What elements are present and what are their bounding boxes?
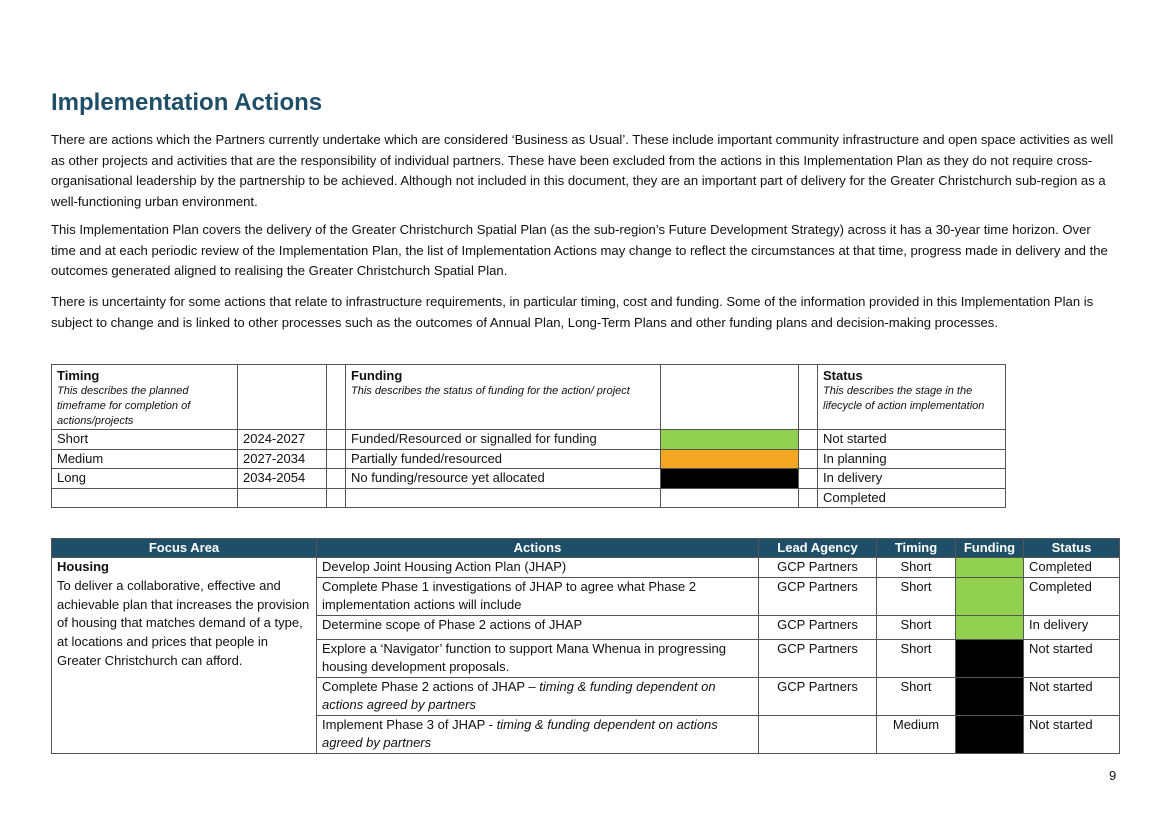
status-legend-header — [818, 365, 1006, 430]
timing-label: Long — [52, 469, 238, 489]
timing-legend-title: Timing — [57, 368, 100, 383]
timing-cell: Medium — [877, 715, 956, 753]
status-cell: Completed — [1024, 558, 1120, 578]
funding-legend-header — [346, 365, 661, 430]
legend-blank-cell — [661, 365, 799, 430]
funding-indicator — [956, 639, 1024, 677]
funding-legend-title: Funding — [351, 368, 403, 383]
funding-indicator — [956, 677, 1024, 715]
legend-spacer-cell — [327, 488, 346, 508]
lead-agency-cell: GCP Partners — [759, 577, 877, 615]
action-note: timing & funding dependent on actions agreed by partners — [322, 678, 716, 712]
status-cell: In delivery — [1024, 615, 1120, 639]
action-cell — [317, 639, 759, 677]
focus-area-desc: To deliver a collaborative, effective and achievable plan that increases the provision of housing that matches demand of a type, at locations and prices that people in Greater Christchurch can afford. — [57, 577, 310, 668]
funding-legend-desc: This describes the status of funding for the action/ project — [351, 385, 630, 397]
timing-range: 2027-2034 — [238, 449, 327, 469]
status-cell: Not started — [1024, 715, 1120, 753]
funding-indicator — [956, 577, 1024, 615]
intro-paragraph-2: This Implementation Plan covers the delivery of the Greater Christchurch Spatial Plan (as the sub-region’s Future Development Strategy) across it has a 30-year time horizon. Over time and at each periodic review of the Implementation Plan, the list of Implementation Actions may change to reflect the circumstances at that time, progress made in delivery and the outcomes generated aligned to realising the Greater Christchurch Spatial Plan. — [51, 222, 1108, 278]
timing-cell: Short — [877, 577, 956, 615]
status-legend-title: Status — [823, 368, 863, 383]
legend-blank-cell — [661, 488, 799, 508]
status-legend-desc: This describes the stage in the lifecycle of action implementation — [823, 385, 985, 412]
action-text: Complete Phase 1 investigations of JHAP to agree what Phase 2 implementation actions will include — [322, 578, 697, 612]
funding-swatch-funded — [661, 430, 799, 450]
legend-spacer-cell — [799, 430, 818, 450]
lead-agency-cell: GCP Partners — [759, 558, 877, 578]
funding-label: Partially funded/resourced — [346, 449, 661, 469]
action-cell — [317, 577, 759, 615]
action-text: Complete Phase 2 actions of JHAP – — [322, 678, 540, 694]
legend-spacer-cell — [799, 449, 818, 469]
intro-paragraph-3: There is uncertainty for some actions that relate to infrastructure requirements, in particular timing, cost and funding. Some of the information provided in this Implementation Plan is subject to change and is linked to other processes such as the outcomes of Annual Plan, Long-Term Plans and other funding plans and decision-making processes. — [51, 294, 1094, 330]
action-text: Determine scope of Phase 2 actions of JHAP — [322, 616, 583, 632]
legend-spacer-cell — [327, 449, 346, 469]
legend-row — [52, 469, 1006, 489]
actions-header-row — [52, 539, 1120, 558]
action-text: Implement Phase 3 of JHAP - — [322, 716, 497, 732]
timing-cell: Short — [877, 615, 956, 639]
lead-agency-cell — [759, 715, 877, 753]
legend-row — [52, 449, 1006, 469]
status-cell: Completed — [1024, 577, 1120, 615]
legend-spacer-cell — [327, 430, 346, 450]
status-label: In planning — [818, 449, 1006, 469]
legend-blank-cell — [346, 488, 661, 508]
funding-indicator — [956, 715, 1024, 753]
funding-label: No funding/resource yet allocated — [346, 469, 661, 489]
legend-blank-cell — [52, 488, 238, 508]
legend-spacer-cell — [327, 469, 346, 489]
timing-cell: Short — [877, 558, 956, 578]
action-note: timing & funding dependent on actions agreed by partners — [322, 716, 718, 750]
action-text: Develop Joint Housing Action Plan (JHAP) — [322, 559, 567, 574]
timing-range: 2034-2054 — [238, 469, 327, 489]
focus-area-title: Housing — [57, 559, 109, 574]
timing-label: Medium — [52, 449, 238, 469]
page-title: Implementation Actions — [51, 89, 323, 116]
timing-cell: Short — [877, 639, 956, 677]
focus-area-cell — [52, 558, 317, 754]
legend-blank-cell — [238, 365, 327, 430]
funding-swatch-partial — [661, 449, 799, 469]
header-timing: Timing — [877, 539, 956, 558]
legend-row — [52, 430, 1006, 450]
intro-paragraph-1: There are actions which the Partners currently undertake which are considered ‘Business as Usual’. These include important community infrastructure and open space activities as well as other projects and activities that are the responsibility of individual partners. These have been excluded from the actions in this Implementation Plan as they do not require cross-organisational leadership by the partnership to be achieved. Although not included in this document, they are an important part of delivery for the Greater Christchurch sub-region as a well-functioning urban environment. — [51, 132, 1114, 209]
action-cell — [317, 615, 759, 639]
funding-indicator — [956, 558, 1024, 578]
header-status: Status — [1024, 539, 1120, 558]
status-cell: Not started — [1024, 677, 1120, 715]
actions-table — [51, 538, 1120, 754]
legend-spacer-cell — [799, 365, 818, 430]
header-funding: Funding — [956, 539, 1024, 558]
lead-agency-cell: GCP Partners — [759, 615, 877, 639]
funding-label: Funded/Resourced or signalled for funding — [346, 430, 661, 450]
funding-indicator — [956, 615, 1024, 639]
legend-spacer-cell — [327, 365, 346, 430]
status-label: In delivery — [818, 469, 1006, 489]
timing-legend-desc: This describes the planned timeframe for completion of actions/projects — [57, 385, 191, 427]
page-number: 9 — [1109, 768, 1117, 783]
legend-spacer-cell — [799, 469, 818, 489]
legend-header-row — [52, 365, 1006, 430]
legend-blank-cell — [238, 488, 327, 508]
timing-cell: Short — [877, 677, 956, 715]
legend-table — [51, 364, 1006, 508]
lead-agency-cell: GCP Partners — [759, 677, 877, 715]
legend-spacer-cell — [799, 488, 818, 508]
action-cell — [317, 677, 759, 715]
status-cell: Not started — [1024, 639, 1120, 677]
header-actions: Actions — [317, 539, 759, 558]
action-cell — [317, 715, 759, 753]
table-row — [52, 558, 1120, 578]
timing-label: Short — [52, 430, 238, 450]
action-cell — [317, 558, 759, 578]
funding-swatch-none — [661, 469, 799, 489]
header-focus-area: Focus Area — [52, 539, 317, 558]
timing-range: 2024-2027 — [238, 430, 327, 450]
timing-legend-header — [52, 365, 238, 430]
lead-agency-cell: GCP Partners — [759, 639, 877, 677]
legend-row — [52, 488, 1006, 508]
status-label: Not started — [818, 430, 1006, 450]
action-text: Explore a ‘Navigator’ function to support Mana Whenua in progressing housing development proposals. — [322, 640, 726, 674]
header-lead-agency: Lead Agency — [759, 539, 877, 558]
status-label: Completed — [818, 488, 1006, 508]
